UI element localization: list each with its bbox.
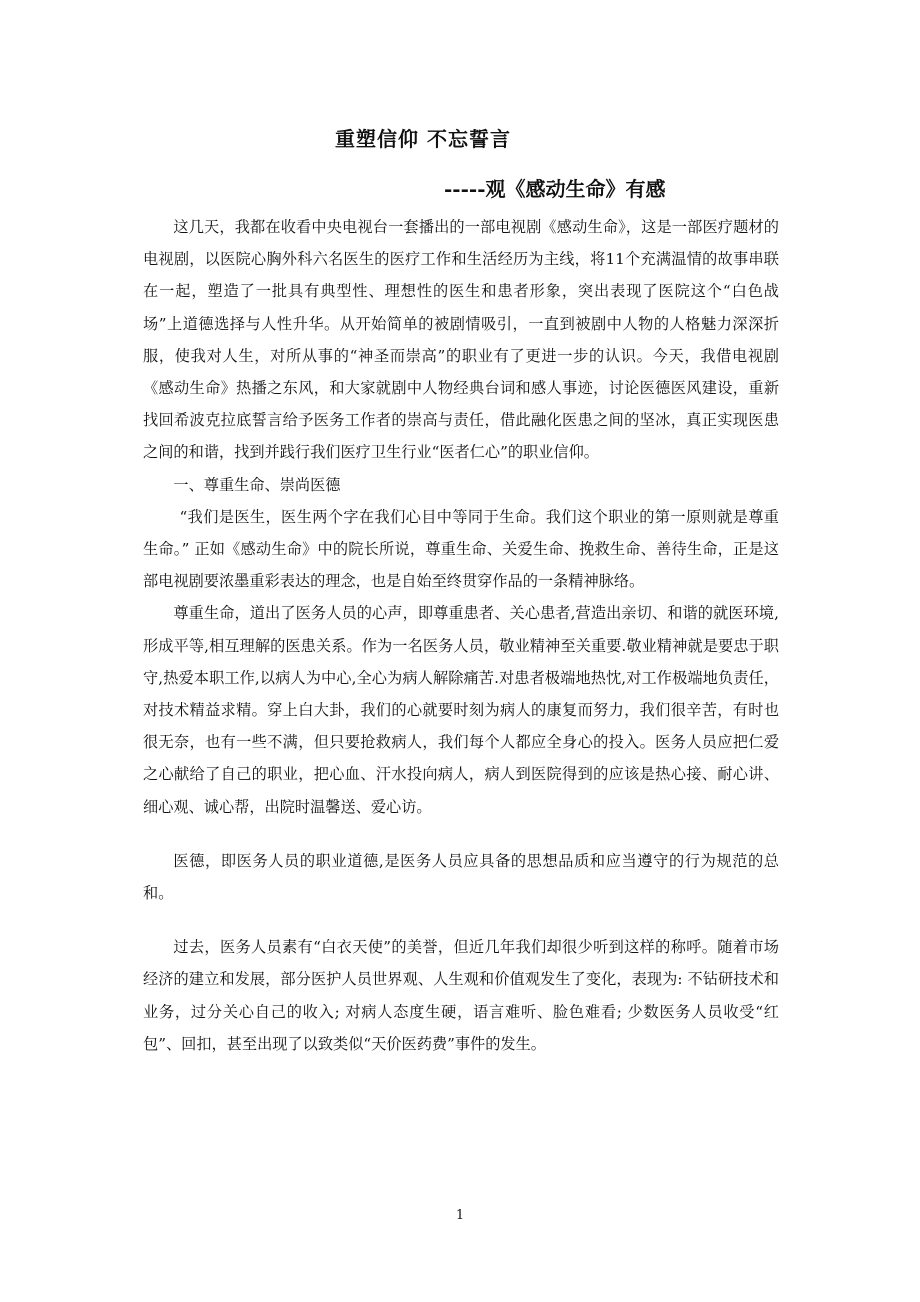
paragraph-gap (143, 823, 779, 845)
paragraph-medical-ethics: 医德，即医务人员的职业道德,是医务人员应具备的思想品质和应当遵守的行为规范的总和。 (143, 851, 779, 903)
paragraph-quote: “我们是医生，医生两个字在我们心目中等同于生命。我们这个职业的第一原则就是尊重生命。” 正如《感动生命》中的院长所说，尊重生命、关爱生命、挽救生命、善待生命，正是这部电视剧要浓墨重彩表达的理念，也是自始至终贯穿作品的一条精神脉络。 (143, 507, 779, 591)
section-heading: 一、尊重生命、崇尚医德 (173, 475, 341, 494)
paragraph-past: 过去，医务人员素有“白衣天使”的美誉，但近几年我们却很少听到这样的称呼。随着市场经济的建立和发展，部分医护人员世界观、人生观和价值观发生了变化，表现为: 不钻研技术和业务，过分关心自己的收入; 对病人态度生硬，语言难听、脸色难看; 少数医务人员收受“红包”、回扣，甚至出现了以致类似“天价医药费”事件的发生。 (143, 938, 779, 1053)
paragraph-gap (143, 909, 779, 931)
document-subtitle: -----观《感动生命》有感 (444, 177, 666, 201)
document-body (143, 211, 779, 1060)
paragraph-intro: 这几天，我都在收看中央电视台一套播出的一部电视剧《感动生命》，这是一部医疗题材的电视剧，以医院心胸外科六名医生的医疗工作和生活经历为主线，将11个充满温情的故事串联在一起，塑造了一批具有典型性、理想性的医生和患者形象，突出表现了医院这个“白色战场”上道德选择与人性升华。从开始简单的被剧情吸引，一直到被剧中人物的人格魅力深深折服，使我对人生，对所从事的“神圣而崇高”的职业有了更进一步的认识。今天，我借电视剧《感动生命》热播之东风，和大家就剧中人物经典台词和感人事迹，讨论医德医风建设，重新找回希波克拉底誓言给予医务工作者的崇高与责任，借此融化医患之间的坚冰，真正实现医患之间的和谐，找到并践行我们医疗卫生行业“医者仁心”的职业信仰。 (143, 218, 779, 462)
page-number: 1 (455, 1208, 465, 1223)
paragraph-respect-life: 尊重生命，道出了医务人员的心声，即尊重患者、关心患者,营造出亲切、和谐的就医环境,形成平等,相互理解的医患关系。作为一名医务人员，敬业精神至关重要.敬业精神就是要忠于职守,热爱本职工作,以病人为中心,全心为病人解除痛苦.对患者极端地热忱,对工作极端地负责任，对技术精益求精。穿上白大卦，我们的心就要时刻为病人的康复而努力，我们很辛苦，有时也很无奈，也有一些不满，但只要抢救病人，我们每个人都应全身心的投入。医务人员应把仁爱之心献给了自己的职业，把心血、汗水投向病人，病人到医院得到的应该是热心接、耐心讲、细心观、诚心帮，出院时温馨送、爱心访。 (143, 604, 779, 816)
document-title: 重塑信仰 不忘誓言 (335, 127, 511, 151)
